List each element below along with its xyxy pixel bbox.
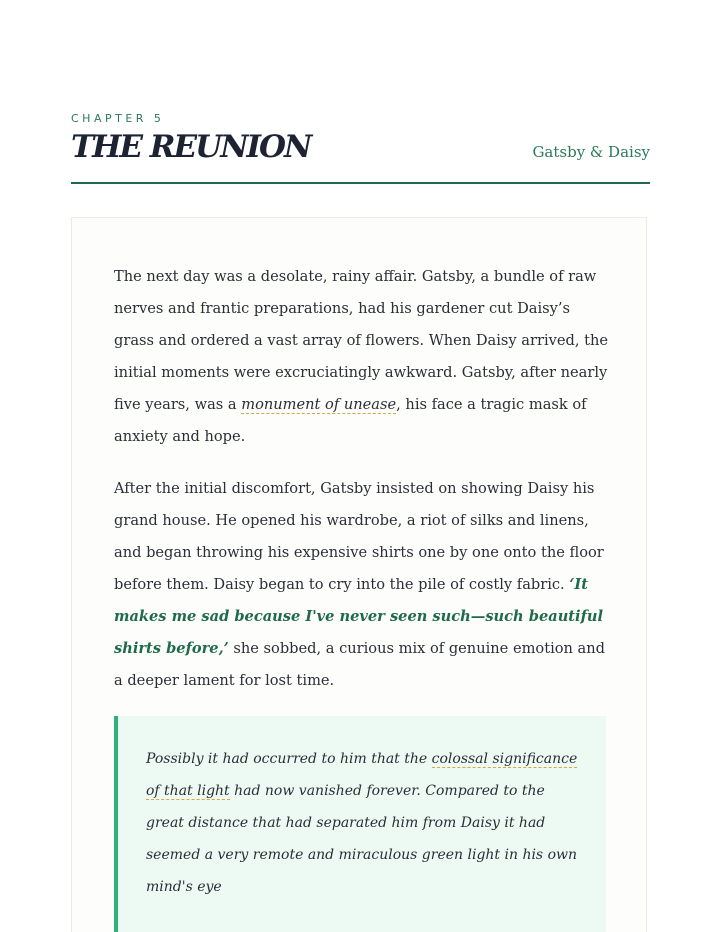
chapter-label: CHAPTER 5 [71,112,165,125]
paragraph-2-text: After the initial discomfort, Gatsby insisted on showing Daisy his grand house. He opened his wardrobe, a riot of silks and linens, and began throwing his expensive shirts one by one onto the floor before them. Daisy began to cry into the pile of costly fabric. [114,480,604,593]
reading-card[interactable] [71,217,647,932]
paragraph-1 [114,261,614,453]
chapter-header [71,112,650,184]
paragraph-1-text-end: , his face a tragic mask of anxiety and hope. [114,396,587,445]
paragraph-2 [114,473,614,697]
paragraph-1-text: The next day was a desolate, rainy affair. Gatsby, a bundle of raw nerves and frantic preparations, had his gardener cut Daisy’s grass and ordered a vast array of flowers. When Daisy arrived, the initial moments were excruciatingly awkward. Gatsby, after nearly five years, was a [114,268,609,413]
block-quote [114,716,606,932]
paragraph-2-text-end: she sobbed, a curious mix of genuine emotion and a deeper lament for lost time. [114,640,606,689]
block-quote-text-start: Possibly it had occurred to him that the [146,751,432,767]
block-quote-text [146,743,586,903]
chapter-subtitle: Gatsby & Daisy [532,143,650,161]
highlight-monument-of-unease[interactable]: monument of unease [241,396,397,413]
block-quote-text-end: had now vanished forever. Compared to the great distance that had separated him from Daisy it had seemed a very remote and miraculous green light in his own mind's eye [146,783,577,895]
highlight-colossal-significance[interactable]: colossal significance of that light [146,751,578,799]
chapter-title: THE REUNION [71,129,311,165]
daisy-quote: ‘It makes me sad because I've never seen such—such beautiful shirts before,’ [114,576,604,657]
